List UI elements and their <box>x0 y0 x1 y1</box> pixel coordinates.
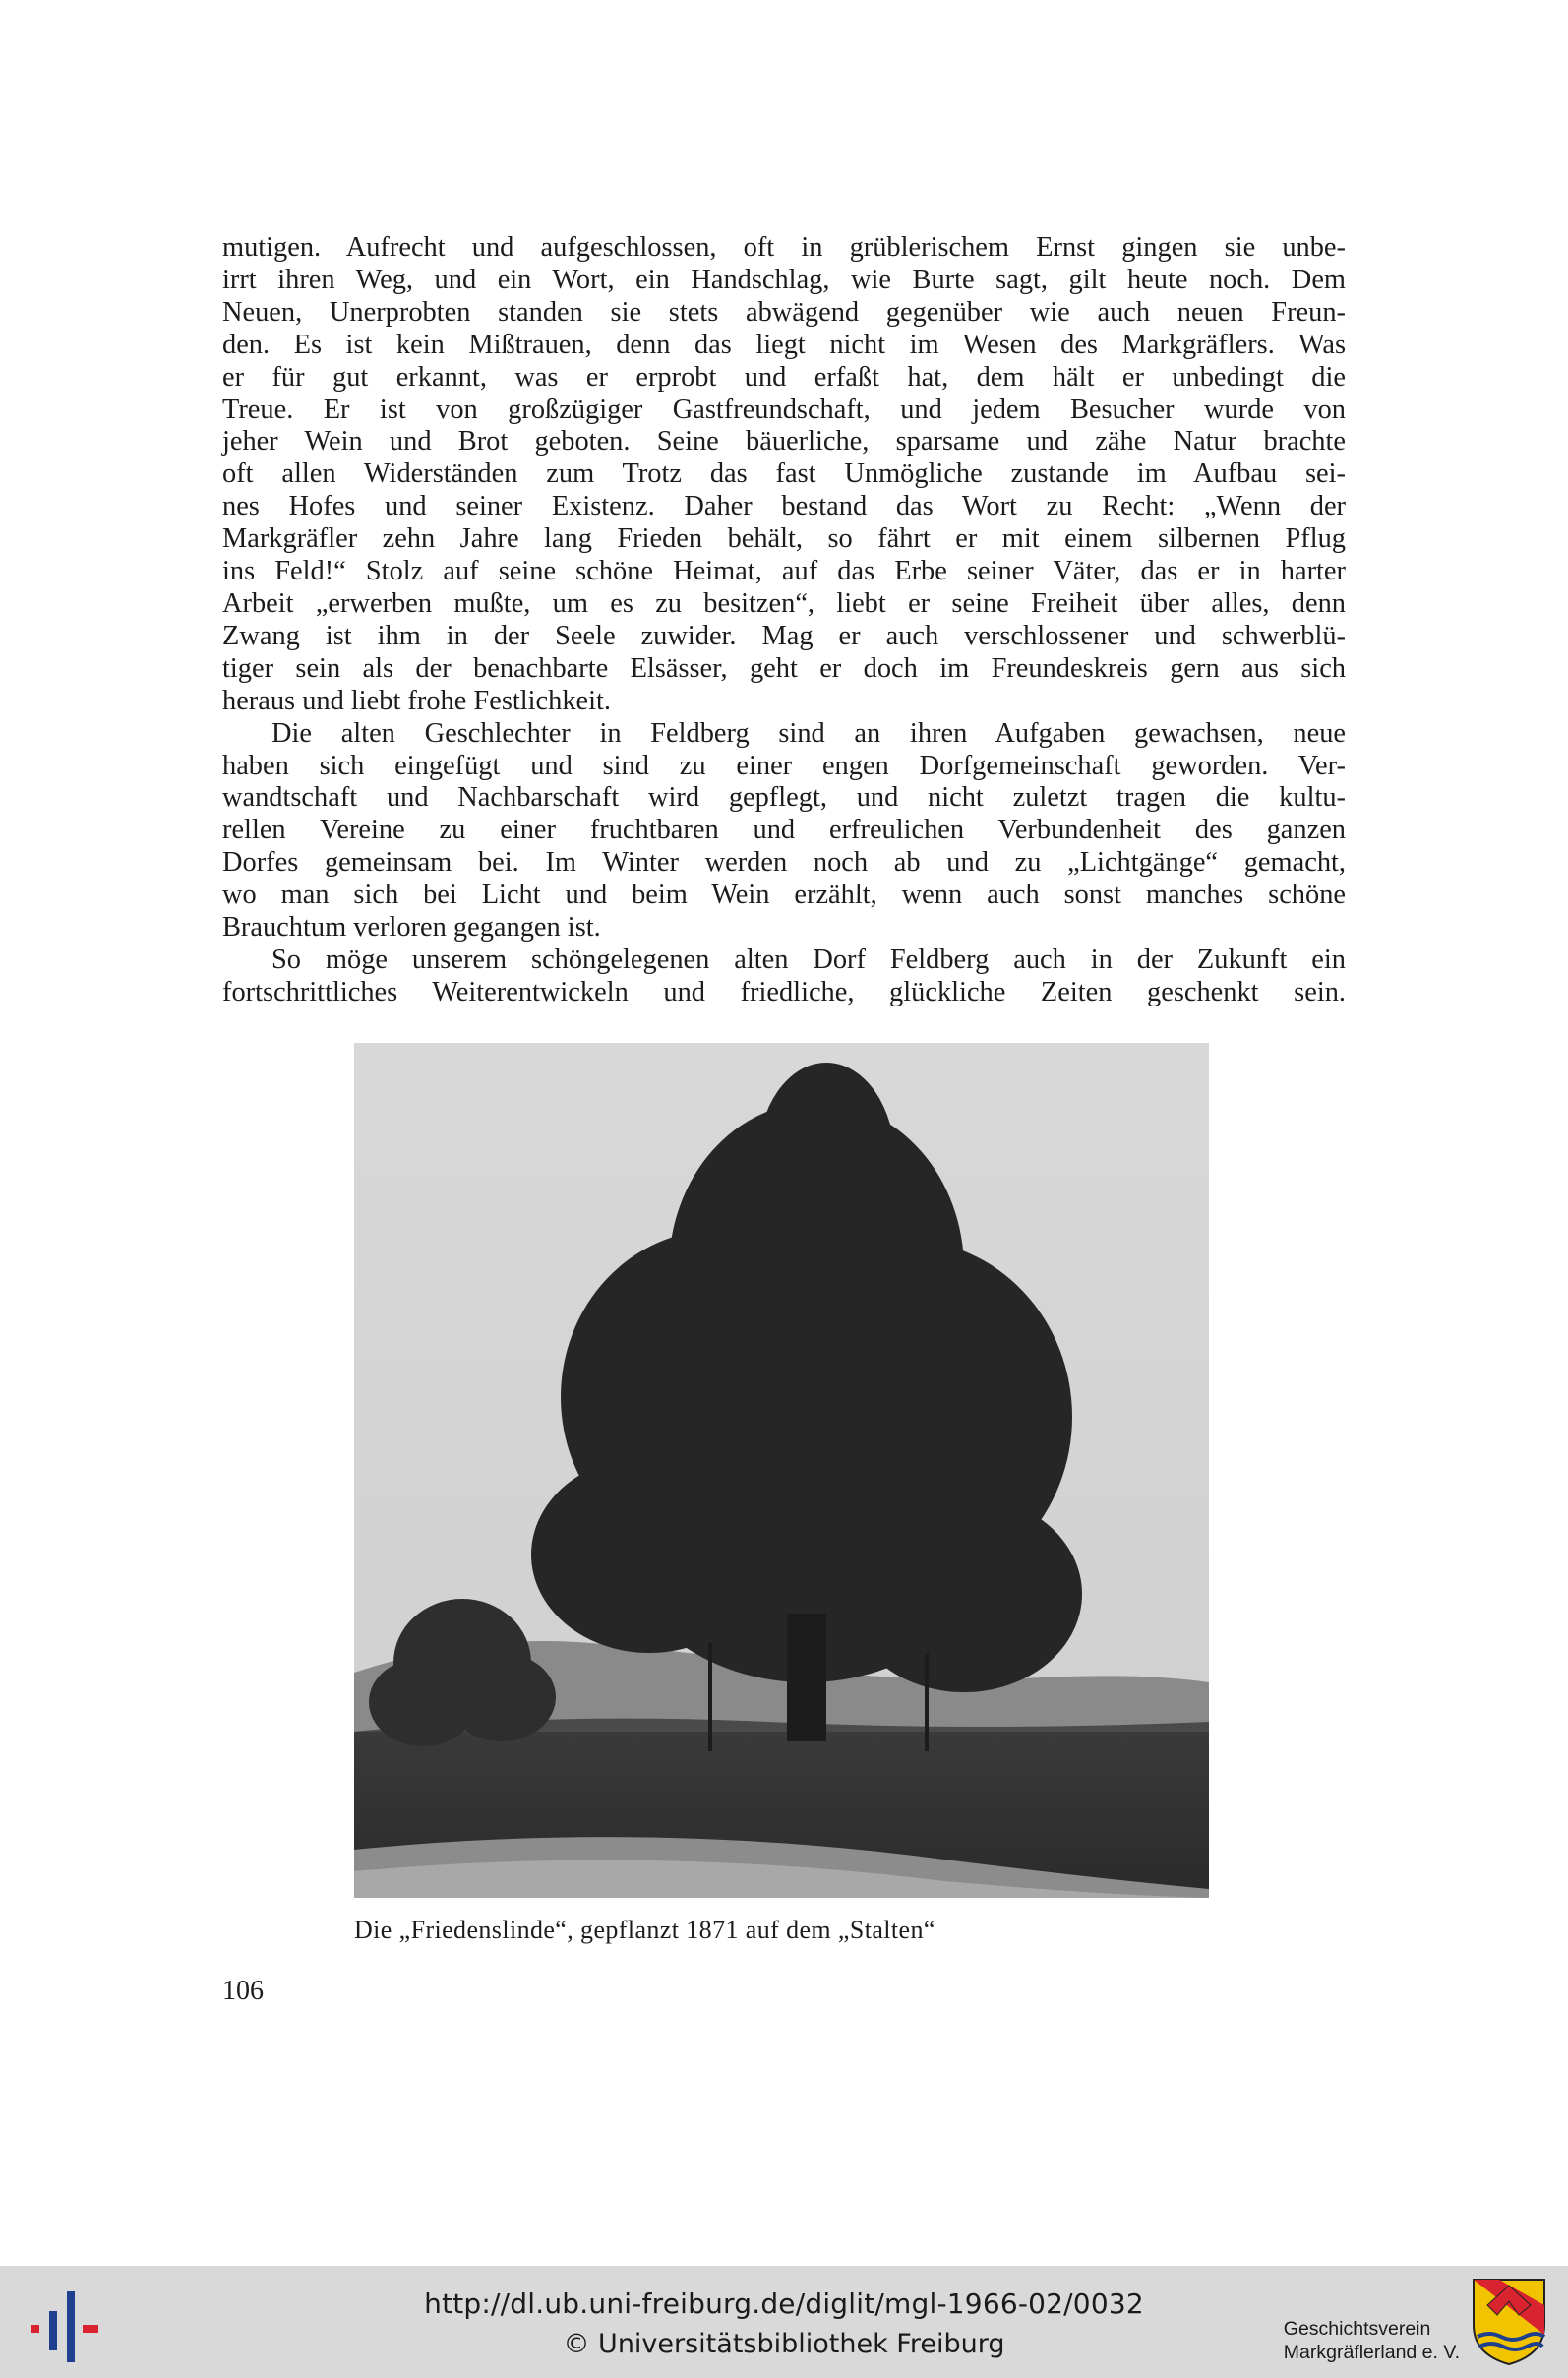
coat-of-arms-icon <box>1470 2276 1548 2368</box>
text-line: Dorfes gemeinsam bei. Im Winter werden noch ab und zu „Lichtgänge“ gemacht, <box>222 847 1346 879</box>
paragraph-1 <box>222 232 1346 718</box>
text-line: oft allen Widerständen zum Trotz das fast Unmögliche zustande im Aufbau sei- <box>222 458 1346 490</box>
text-line: irrt ihren Weg, und ein Wort, ein Handschlag, wie Burte sagt, gilt heute noch. Dem <box>222 264 1346 295</box>
figure-caption: Die „Friedenslinde“, gepflanzt 1871 auf dem „Stalten“ <box>354 1916 935 1944</box>
friedenslinde-photo <box>354 1043 1209 1898</box>
text-line: fortschrittliches Weiterentwickeln und friedliche, glückliche Zeiten geschenkt sein. <box>222 976 1346 1007</box>
text-line: er für gut erkannt, was er erprobt und erfaßt hat, dem hält er unbedingt die <box>222 361 1346 393</box>
text-line: wo man sich bei Licht und beim Wein erzählt, wenn auch sonst manches schöne <box>222 880 1346 911</box>
paragraph-2 <box>222 718 1346 945</box>
society-name <box>1284 2317 1460 2364</box>
text-line: haben sich eingefügt und sind zu einer engen Dorfgemeinschaft geworden. Ver- <box>222 750 1346 781</box>
text-line: heraus und liebt frohe Festlichkeit. <box>222 685 612 716</box>
text-line: nes Hofes und seiner Existenz. Daher bestand das Wort zu Recht: „Wenn der <box>222 491 1346 522</box>
footer-bar <box>0 2266 1568 2378</box>
article-body <box>222 232 1346 1009</box>
tree-photograph <box>354 1043 1209 1898</box>
footer-url-link[interactable]: http://dl.ub.uni-freiburg.de/diglit/mgl-1966-02/0032 <box>424 2287 1144 2320</box>
society-line-2: Markgräflerland e. V. <box>1283 2342 1460 2363</box>
text-line: den. Es ist kein Mißtrauen, denn das liegt nicht im Wesen des Markgräflers. Was <box>222 329 1346 360</box>
text-line: ins Feld!“ Stolz auf seine schöne Heimat, auf das Erbe seiner Väter, das er in harter <box>222 556 1346 587</box>
text-line: Arbeit „erwerben mußte, um es zu besitzen“, liebt er seine Freiheit über alles, denn <box>222 587 1346 619</box>
text-line: Treue. Er ist von großzügiger Gastfreundschaft, und jedem Besucher wurde von <box>222 394 1346 425</box>
text-line: Die alten Geschlechter in Feldberg sind an ihren Aufgaben gewachsen, neue <box>271 717 1346 749</box>
text-line: tiger sein als der benachbarte Elsässer, geht er doch im Freundeskreis gern aus sich <box>222 652 1346 684</box>
page-number: 106 <box>222 1976 264 2006</box>
text-line: rellen Vereine zu einer fruchtbaren und erfreulichen Verbundenheit des ganzen <box>222 815 1346 846</box>
text-line: wandtschaft und Nachbarschaft wird gepflegt, und nicht zuletzt tragen die kultu- <box>222 782 1346 814</box>
text-line: So möge unserem schöngelegenen alten Dorf Feldberg auch in der Zukunft ein <box>271 944 1346 975</box>
text-line: Markgräfler zehn Jahre lang Frieden behält, so fährt er mit einem silbernen Pflug <box>222 523 1346 555</box>
text-line: mutigen. Aufrecht und aufgeschlossen, oft in grüblerischem Ernst gingen sie unbe- <box>222 232 1346 263</box>
paragraph-3 <box>222 945 1346 1009</box>
text-line: Neuen, Unerprobten standen sie stets abwägend gegenüber wie auch neuen Freun- <box>222 296 1346 328</box>
society-line-1: Geschichtsverein <box>1283 2318 1431 2340</box>
text-line: jeher Wein und Brot geboten. Seine bäuerliche, sparsame und zähe Natur brachte <box>222 426 1346 457</box>
text-line: Zwang ist ihm in der Seele zuwider. Mag er auch verschlossener und schwerblü- <box>222 620 1346 651</box>
footer-copyright: © Universitätsbibliothek Freiburg <box>563 2329 1005 2359</box>
text-line: Brauchtum verloren gegangen ist. <box>222 912 601 944</box>
